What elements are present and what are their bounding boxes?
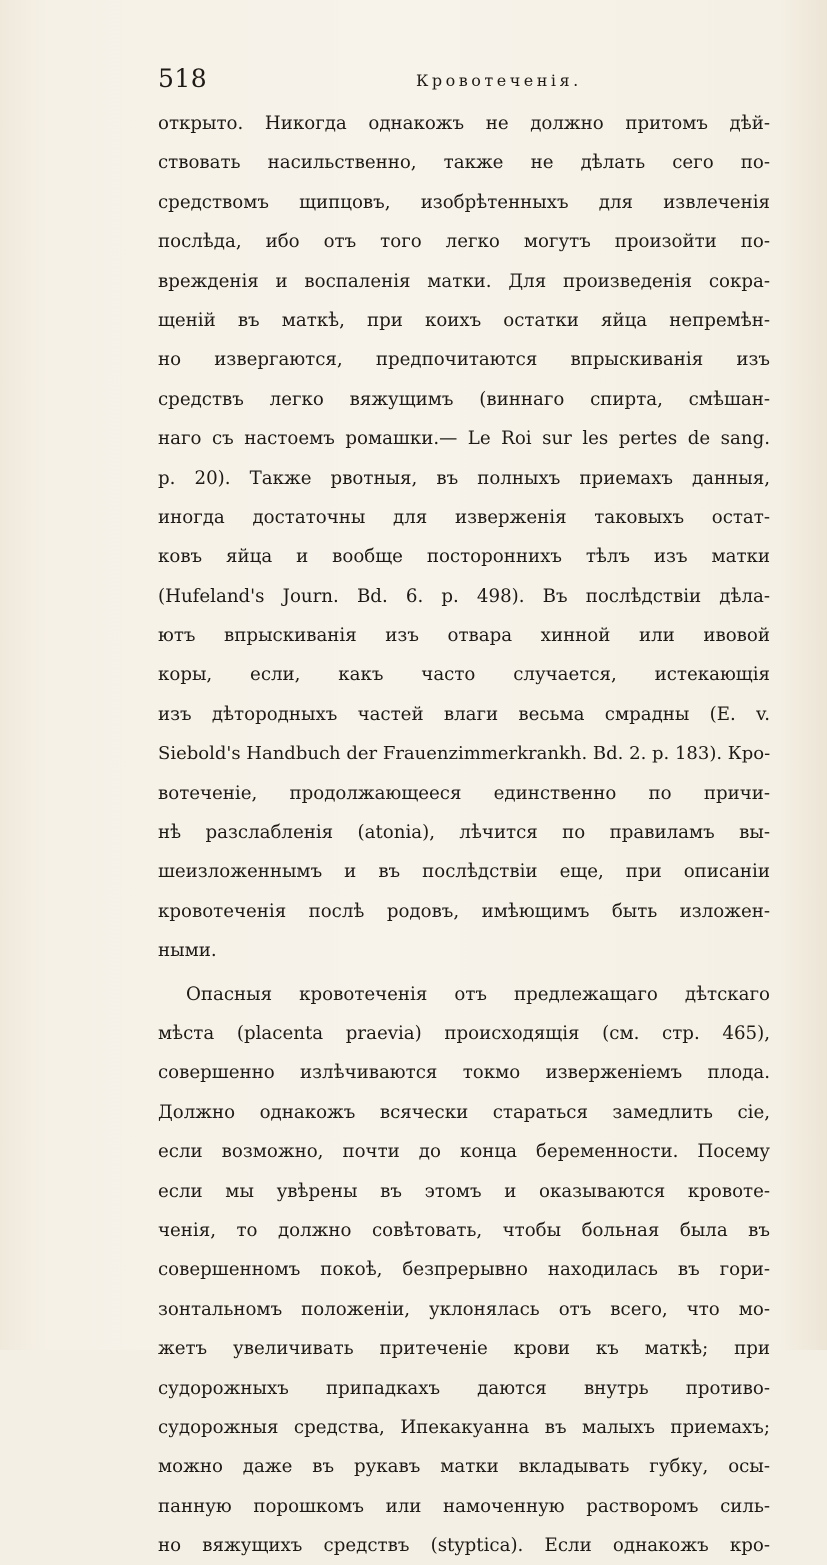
text-line: панную порошкомъ или намоченную растворомъ силь-: [158, 1495, 770, 1517]
text-line: средствъ легко вяжущимъ (виннаго спирта, смѣшан-: [158, 388, 770, 410]
text-line: щеній въ маткѣ, при коихъ остатки яйца непремѣн-: [158, 309, 770, 331]
text-line: судорожныхъ припадкахъ даются внутрь противо-: [158, 1377, 770, 1399]
text-line: врежденія и воспаленія матки. Для произведенія сокра-: [158, 270, 770, 292]
text-line: ченія, то должно совѣтовать, чтобы больная была въ: [158, 1219, 770, 1241]
text-line: Должно однакожъ всячески стараться замедлить сіе,: [158, 1101, 770, 1123]
running-head: Кровотеченія.: [416, 71, 582, 90]
text-line: средствомъ щипцовъ, изобрѣтенныхъ для извлеченія: [158, 191, 770, 213]
text-line: (Hufeland's Journ. Bd. 6. p. 498). Въ послѣдствіи дѣла-: [158, 585, 770, 607]
body-text: [158, 104, 770, 1565]
text-line: p. 20). Также рвотныя, въ полныхъ приемахъ данныя,: [158, 467, 770, 489]
text-line: кровотеченія послѣ родовъ, имѣющимъ быть изложен-: [158, 900, 770, 922]
text-line: иногда достаточны для изверженія таковыхъ остат-: [158, 506, 770, 528]
page-number: 518: [158, 64, 208, 93]
text-line: коры, если, какъ часто случается, истекающія: [158, 664, 770, 686]
text-line: Siebold's Handbuch der Frauenzimmerkrankh. Bd. 2. p. 183). Кро-: [158, 743, 771, 765]
text-line: изъ дѣтородныхъ частей влаги весьма смрадны (E. v.: [158, 703, 770, 725]
text-line: совершенно излѣчиваются токмо изверженіемъ плода.: [158, 1062, 770, 1084]
page-header: [158, 64, 770, 100]
text-line: шеизложеннымъ и въ послѣдствіи еще, при описаніи: [158, 861, 770, 883]
text-line: Опасныя кровотеченія отъ предлежащаго дѣтскаго: [186, 983, 770, 1005]
text-line: зонтальномъ положеніи, уклонялась отъ всего, что мо-: [158, 1298, 770, 1320]
text-line: открыто. Никогда однакожъ не должно притомъ дѣй-: [158, 113, 770, 134]
text-line: вотеченіе, продолжающееся единственно по причи-: [158, 782, 770, 804]
text-line: но вяжущихъ средствъ (styptica). Если однакожъ кро-: [158, 1535, 770, 1557]
text-line: жетъ увеличивать притеченіе крови къ маткѣ; при: [158, 1338, 770, 1360]
paragraph-2: [158, 975, 770, 1565]
text-line: ютъ впрыскиванія изъ отвара хинной или ивовой: [158, 625, 770, 647]
paragraph-1: [158, 104, 770, 971]
text-line: совершенномъ покоѣ, безпрерывно находилась въ гори-: [158, 1259, 770, 1281]
text-line: можно даже въ рукавъ матки вкладывать губку, осы-: [158, 1456, 770, 1478]
text-line: но извергаются, предпочитаются впрыскиванія изъ: [158, 349, 770, 371]
text-line: наго съ настоемъ ромашки.— Le Roi sur les pertes de sang.: [158, 428, 770, 450]
text-line: ными.: [158, 940, 217, 962]
text-line: послѣда, ибо отъ того легко могутъ произойти по-: [158, 231, 770, 253]
text-line: судорожныя средства, Ипекакуанна въ малыхъ приемахъ;: [158, 1416, 770, 1438]
text-line: если мы увѣрены въ этомъ и оказываются кровоте-: [158, 1180, 770, 1202]
text-line: мѣста (placenta praevia) происходящія (см. стр. 465),: [158, 1022, 770, 1044]
text-line: нѣ разслабленія (atonia), лѣчится по правиламъ вы-: [158, 822, 770, 844]
text-line: ствовать насильственно, также не дѣлать сего по-: [158, 152, 770, 174]
text-line: если возможно, почти до конца беременности. Посему: [158, 1141, 770, 1163]
text-line: ковъ яйца и вообще постороннихъ тѣлъ изъ матки: [158, 546, 770, 568]
